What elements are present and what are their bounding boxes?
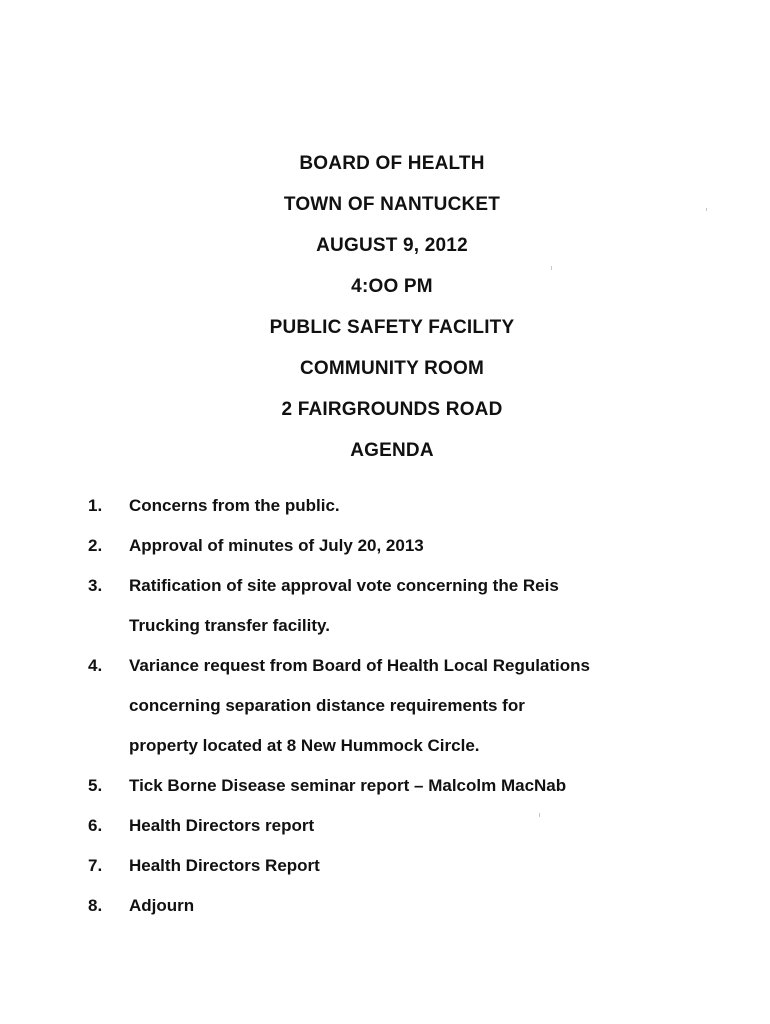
agenda-item <box>88 886 728 926</box>
agenda-item-text-continued: property located at 8 New Hummock Circle. <box>129 736 480 755</box>
town-name: TOWN OF NANTUCKET <box>283 194 501 215</box>
meeting-address: 2 FAIRGROUNDS ROAD <box>281 399 503 420</box>
agenda-item-number: 3. <box>88 576 103 595</box>
agenda-item-number: 8. <box>88 896 103 915</box>
agenda-item <box>88 806 728 846</box>
agenda-item-text: Adjourn <box>129 896 195 915</box>
meeting-facility: PUBLIC SAFETY FACILITY <box>269 317 515 338</box>
agenda-item <box>88 486 728 526</box>
agenda-item <box>88 526 728 566</box>
agenda-item <box>88 566 728 646</box>
agenda-item-text-continued: Trucking transfer facility. <box>129 616 330 635</box>
scan-speck <box>539 813 540 817</box>
board-title: BOARD OF HEALTH <box>299 153 485 174</box>
agenda-item-number: 7. <box>88 856 103 875</box>
agenda-item-number: 1. <box>88 496 103 515</box>
document-header <box>0 143 770 471</box>
agenda-item-text-continued: concerning separation distance requirements for <box>129 696 525 715</box>
agenda-item-text: Ratification of site approval vote concerning the Reis <box>129 576 559 595</box>
agenda-item <box>88 846 728 886</box>
agenda-item-text: Variance request from Board of Health Local Regulations <box>129 656 590 675</box>
meeting-date: AUGUST 9, 2012 <box>316 235 468 256</box>
agenda-item <box>88 766 728 806</box>
agenda-item-number: 4. <box>88 656 103 675</box>
agenda-item-number: 6. <box>88 816 103 835</box>
agenda-item-text: Approval of minutes of July 20, 2013 <box>129 536 424 555</box>
scan-speck <box>551 266 552 270</box>
agenda-item <box>88 646 728 766</box>
meeting-room: COMMUNITY ROOM <box>300 358 484 379</box>
agenda-heading: AGENDA <box>350 440 434 461</box>
agenda-list <box>88 486 728 926</box>
agenda-item-number: 5. <box>88 776 103 795</box>
scan-speck <box>706 208 707 211</box>
agenda-item-text: Health Directors report <box>129 816 315 835</box>
agenda-item-text: Health Directors Report <box>129 856 320 875</box>
agenda-item-text: Tick Borne Disease seminar report – Malcolm MacNab <box>129 776 567 795</box>
agenda-item-number: 2. <box>88 536 103 555</box>
meeting-time: 4:OO PM <box>351 276 433 297</box>
agenda-item-text: Concerns from the public. <box>129 496 340 515</box>
